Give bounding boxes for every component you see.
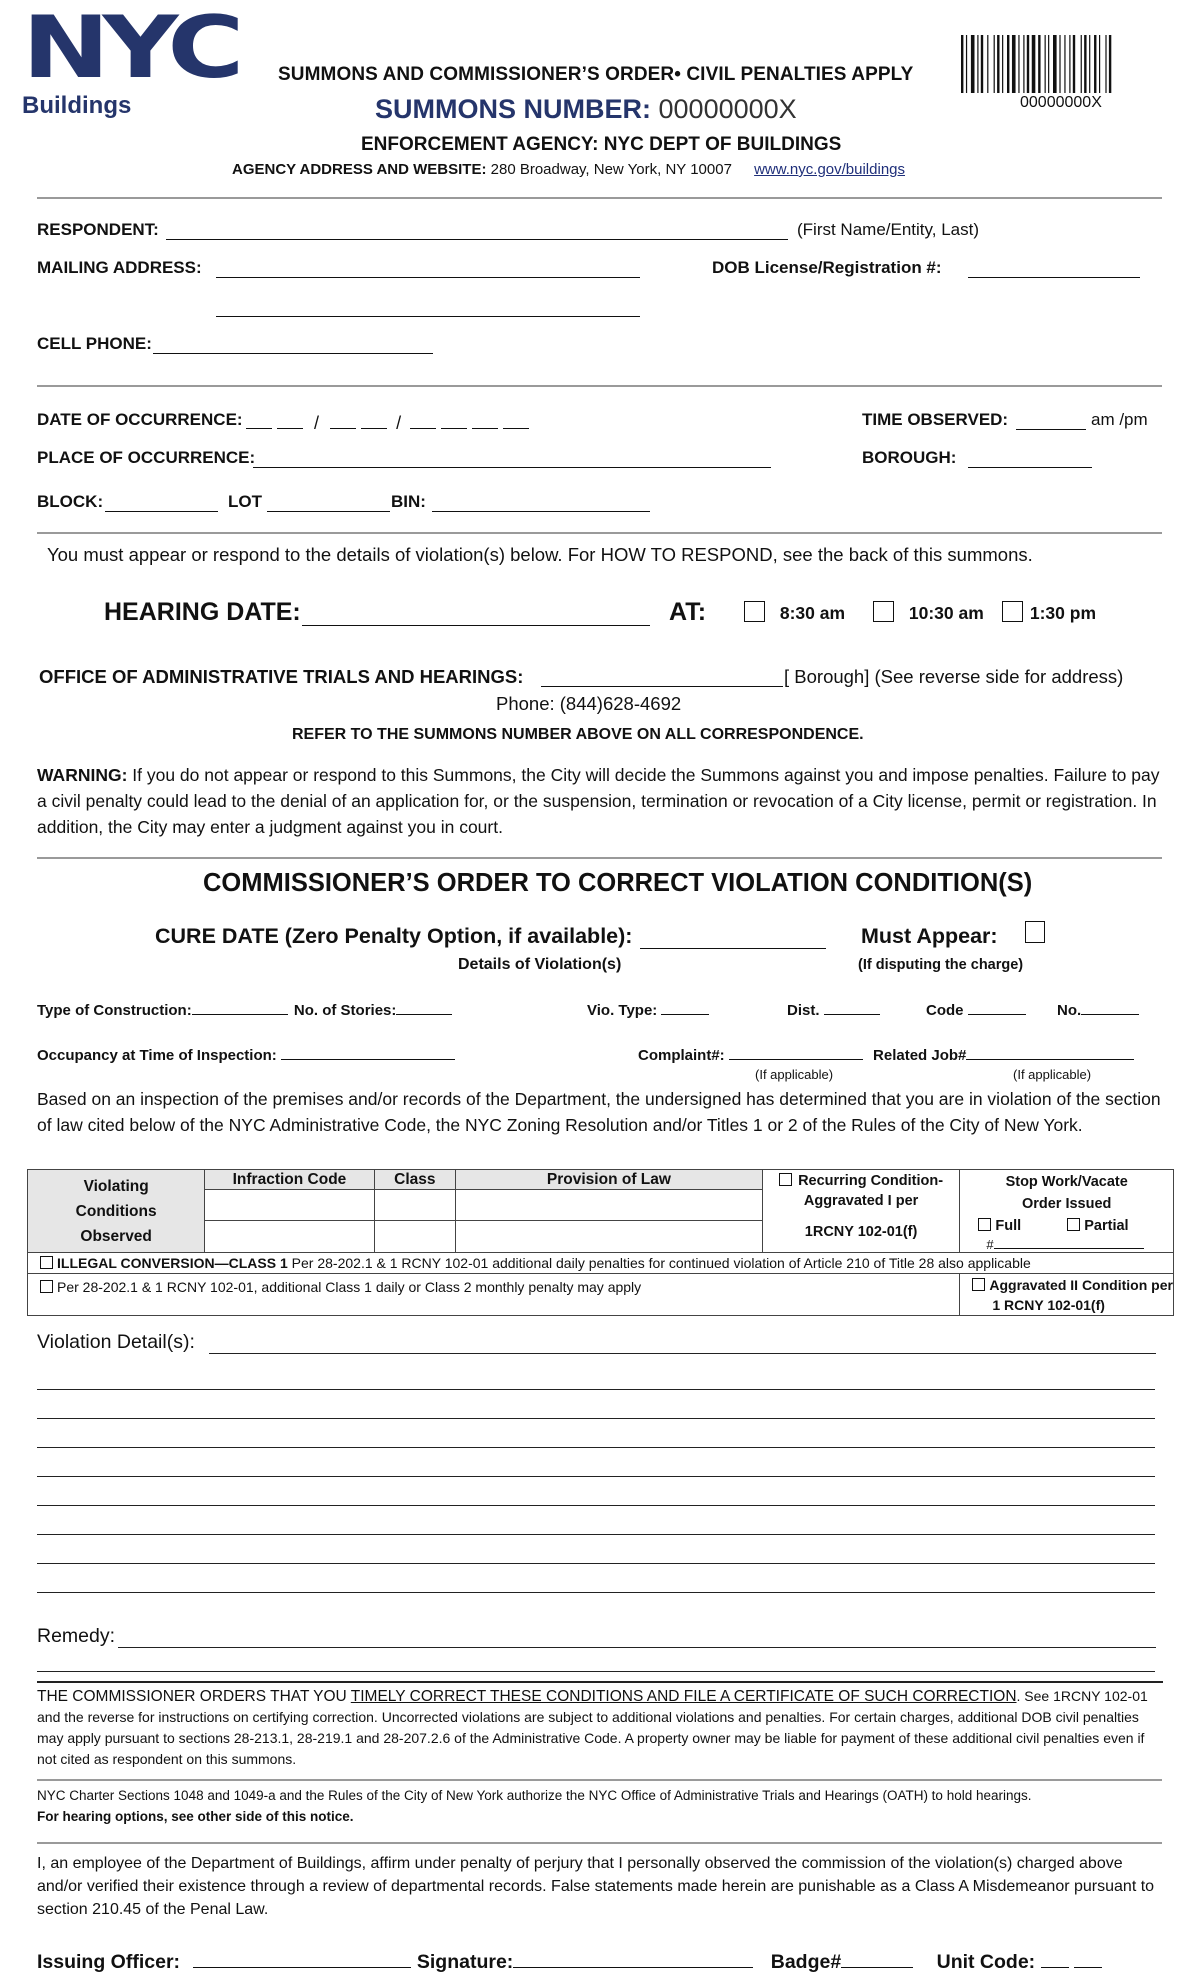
agency-address-label: AGENCY ADDRESS AND WEBSITE:	[232, 161, 487, 178]
badge-label: Badge#	[770, 1951, 842, 1973]
bin-field[interactable]	[432, 493, 650, 517]
provision-cell[interactable]	[456, 1221, 763, 1253]
time-option-130[interactable]	[1002, 601, 1096, 624]
order-title: COMMISSIONER’S ORDER TO CORRECT VIOLATION CONDITION(S)	[203, 869, 1033, 897]
summons-number-label: SUMMONS NUMBER:	[375, 94, 651, 124]
time-option-1030[interactable]	[873, 601, 984, 624]
vio-type-row	[587, 1000, 709, 1019]
time-option-label: 8:30 am	[779, 603, 846, 623]
must-appear-label: Must Appear:	[861, 924, 998, 948]
violation-details-label: Violation Detail(s):	[37, 1331, 195, 1353]
complaint-if-applicable: (If applicable)	[755, 1067, 834, 1082]
complaint-label: Complaint#:	[638, 1047, 725, 1064]
license-field[interactable]	[968, 259, 1140, 283]
no-field[interactable]	[1081, 1000, 1139, 1015]
block-label: BLOCK:	[37, 492, 104, 511]
place-of-occurrence-label: PLACE OF OCCURRENCE:	[37, 448, 256, 467]
construction-label: Type of Construction:	[37, 1002, 192, 1019]
respondent-label: RESPONDENT:	[37, 220, 159, 239]
order-number-field[interactable]	[994, 1237, 1144, 1249]
violating-conditions-header: Violating Conditions Observed	[28, 1170, 205, 1253]
writing-line[interactable]	[37, 1534, 1155, 1535]
summons-number-value: 00000000X	[658, 94, 797, 124]
bin-label: BIN:	[391, 492, 426, 511]
agency-address-line	[232, 161, 905, 178]
am-pm-label: am /pm	[1091, 410, 1148, 429]
complaint-row	[638, 1045, 1134, 1064]
date-of-occurrence-label: DATE OF OCCURRENCE:	[37, 410, 243, 429]
at-label: AT:	[669, 598, 707, 626]
related-job-label: Related Job#	[873, 1047, 967, 1064]
barcode	[960, 35, 1157, 93]
lot-label: LOT	[228, 492, 262, 511]
occupancy-label: Occupancy at Time of Inspection:	[37, 1047, 277, 1064]
dist-field[interactable]	[824, 1000, 880, 1015]
logo-buildings-text: Buildings	[22, 92, 132, 119]
writing-line[interactable]	[37, 1418, 1155, 1419]
agency-website-link[interactable]: www.nyc.gov/buildings	[754, 161, 906, 178]
class-header: Class	[374, 1170, 456, 1190]
no-row	[1057, 1000, 1139, 1019]
writing-line[interactable]	[37, 1389, 1155, 1390]
oath-suffix: [ Borough] (See reverse side for address)	[784, 666, 1124, 687]
writing-line[interactable]	[37, 1592, 1155, 1593]
oath-label: OFFICE OF ADMINISTRATIVE TRIALS AND HEARINGS:	[39, 666, 524, 687]
inspection-paragraph: Based on an inspection of the premises and/or records of the Department, the undersigned has determined that you are in violation of the section of law cited below of the NYC Administrative Code, the NYC Zoning Resolution and/or Titles 1 or 2 of the Rules of the City of New York.	[37, 1089, 1161, 1135]
cell-phone-field[interactable]	[153, 335, 433, 359]
class-cell[interactable]	[374, 1221, 456, 1253]
checkbox[interactable]	[1002, 601, 1023, 622]
checkbox[interactable]	[744, 601, 765, 622]
mailing-address-field-2[interactable]	[216, 298, 640, 322]
affirmation-paragraph: I, an employee of the Department of Buildings, affirm under penalty of perjury that I personally observed the commission of the violation(s) charged above and/or verified their existence through a review of departmental records. False statements made herein are punishable as a Class A Misdemeanor pursuant to section 210.45 of the Penal Law.	[37, 1855, 1155, 1918]
appear-instruction: You must appear or respond to the details of violation(s) below. For HOW TO RESPOND, see the back of this summons.	[47, 544, 1033, 565]
warning-paragraph	[37, 762, 1162, 840]
time-option-label: 10:30 am	[908, 603, 984, 623]
hearing-options-note: For hearing options, see other side of this notice.	[37, 1809, 354, 1824]
form-title: SUMMONS AND COMMISSIONER’S ORDER• CIVIL PENALTIES APPLY	[278, 64, 914, 85]
infraction-cell[interactable]	[205, 1221, 374, 1253]
vio-type-field[interactable]	[661, 1000, 709, 1015]
date-of-occurrence-field[interactable]: / /	[246, 410, 529, 434]
code-label: Code	[926, 1002, 964, 1019]
must-appear-checkbox[interactable]	[1025, 921, 1045, 945]
hearing-date-label: HEARING DATE:	[104, 598, 301, 626]
borough-field[interactable]	[968, 449, 1092, 473]
additional-penalty-row[interactable]: Per 28-202.1 & 1 RCNY 102-01, additional Class 1 daily or Class 2 monthly penalty may apply	[28, 1274, 960, 1316]
remedy-first-line[interactable]	[118, 1647, 1156, 1648]
stories-field[interactable]	[396, 1000, 452, 1015]
dist-row	[787, 1000, 880, 1019]
divider	[37, 857, 1162, 859]
unit-code-field[interactable]	[1041, 1951, 1069, 1968]
cure-date-label: CURE DATE (Zero Penalty Option, if available):	[155, 924, 633, 948]
aggravated2-cell[interactable]: Aggravated II Condition per 1 RCNY 102-01(f)	[960, 1274, 1174, 1316]
oath-phone: Phone: (844)628-4692	[496, 693, 682, 714]
cell-phone-label: CELL PHONE:	[37, 334, 152, 353]
recurring-cell: Recurring Condition- Aggravated I per 1RCNY 102-01(f)	[762, 1170, 960, 1253]
writing-line[interactable]	[37, 1563, 1155, 1564]
summons-number-line	[375, 94, 797, 125]
must-appear-hint: (If disputing the charge)	[858, 957, 1024, 973]
checkbox[interactable]	[40, 1256, 53, 1269]
occupancy-row	[37, 1045, 455, 1064]
time-observed-label: TIME OBSERVED:	[862, 410, 1009, 429]
unit-code-field[interactable]	[1074, 1951, 1102, 1968]
illegal-conversion-row[interactable]: ILLEGAL CONVERSION—CLASS 1 Per 28-202.1 & 1 RCNY 102-01 additional daily penalties for continued violation of Article 210 of Title 28 also applicable	[28, 1253, 1174, 1274]
provision-cell[interactable]	[456, 1190, 763, 1221]
partial-option[interactable]: Partial	[1067, 1218, 1128, 1234]
class-cell[interactable]	[374, 1190, 456, 1221]
divider	[37, 1842, 1162, 1844]
borough-label: BOROUGH:	[862, 448, 957, 467]
no-label: No.	[1057, 1002, 1082, 1019]
remedy-label: Remedy:	[37, 1625, 116, 1647]
remedy-line[interactable]	[37, 1671, 1155, 1672]
dist-label: Dist.	[787, 1002, 820, 1019]
construction-row	[37, 1000, 452, 1019]
cure-date-field[interactable]	[640, 928, 826, 954]
writing-line[interactable]	[37, 1505, 1155, 1506]
checkbox[interactable]	[873, 601, 894, 622]
badge-field[interactable]	[841, 1951, 913, 1968]
signature-label: Signature:	[416, 1951, 514, 1973]
violation-details-first-line[interactable]	[209, 1353, 1156, 1354]
occupancy-field[interactable]	[281, 1045, 455, 1060]
divider	[37, 197, 1162, 199]
agency-address: 280 Broadway, New York, NY 10007	[490, 161, 732, 178]
construction-field[interactable]	[192, 1000, 288, 1015]
mailing-address-field[interactable]	[216, 259, 640, 283]
related-if-applicable: (If applicable)	[1013, 1067, 1092, 1082]
time-option-label: 1:30 pm	[1029, 603, 1097, 623]
unit-code-label: Unit Code:	[936, 1951, 1036, 1973]
warning-text: If you do not appear or respond to this Summons, the City will decide the Summons against you and impose penalties. Failure to pay a civil penalty could lead to the denial of an application for, or the suspension, termination or revocation of a City license, permit or registration. In addition, the City may enter a judgment against you in court.	[37, 765, 1160, 837]
violation-table	[27, 1169, 1174, 1316]
respondent-hint: (First Name/Entity, Last)	[797, 220, 979, 239]
divider	[37, 1779, 1162, 1781]
mailing-address-label: MAILING ADDRESS:	[37, 258, 202, 277]
complaint-field[interactable]	[729, 1045, 863, 1060]
stories-label: No. of Stories:	[293, 1002, 397, 1019]
divider	[37, 385, 1162, 387]
time-option-830[interactable]	[744, 601, 845, 624]
time-observed-field[interactable]	[1016, 411, 1086, 435]
issuing-officer-field[interactable]	[193, 1951, 411, 1968]
infraction-code-header: Infraction Code	[205, 1170, 374, 1190]
recurring-option[interactable]: Recurring Condition-	[763, 1171, 960, 1191]
code-field[interactable]	[968, 1000, 1026, 1015]
writing-line[interactable]	[37, 1476, 1155, 1477]
block-field[interactable]	[105, 493, 218, 517]
nyc-logo	[22, 0, 238, 124]
logo-nyc-text: NYC	[22, 0, 238, 98]
barcode-number: 00000000X	[1020, 94, 1102, 111]
checkbox[interactable]	[972, 1278, 985, 1291]
infraction-cell[interactable]	[205, 1190, 374, 1221]
hearing-date-field[interactable]	[302, 603, 650, 631]
signature-row	[37, 1951, 1102, 1974]
issuing-officer-label: Issuing Officer:	[37, 1951, 181, 1973]
enforcement-agency: ENFORCEMENT AGENCY: NYC DEPT OF BUILDINGS	[361, 134, 842, 155]
related-job-field[interactable]	[966, 1045, 1134, 1060]
signature-field[interactable]	[513, 1951, 753, 1968]
divider	[37, 532, 1162, 534]
lot-field[interactable]	[267, 493, 390, 517]
charter-text: NYC Charter Sections 1048 and 1049-a and the Rules of the City of New York authorize the NYC Office of Administrative Trials and Hearings (OATH) to hold hearings.	[37, 1788, 1032, 1803]
provision-header: Provision of Law	[456, 1170, 763, 1190]
details-of-violations-label: Details of Violation(s)	[458, 956, 622, 973]
warning-label: WARNING:	[37, 765, 128, 785]
commissioner-orders-paragraph: THE COMMISSIONER ORDERS THAT YOU TIMELY CORRECT THESE CONDITIONS AND FILE A CERTIFICATE OF SUCH CORRECTION. See 1RCNY 102-01 and the reverse for instructions on certifying correction. Uncorrected violations are subject to additional violations and penalties. For certain charges, additional DOB civil penalties may apply pursuant to sections 28-213.1, 28-219.1 and 28-207.2.6 of the Administrative Code. A property owner may be liable for payment of these additional civil penalties even if not cited as respondent on this summons.	[37, 1688, 1148, 1767]
divider	[37, 1681, 1163, 1683]
license-label: DOB License/Registration #:	[712, 258, 942, 277]
code-row	[926, 1000, 1026, 1019]
vio-type-label: Vio. Type:	[587, 1002, 658, 1019]
respondent-field[interactable]	[166, 221, 788, 245]
checkbox[interactable]	[40, 1280, 53, 1293]
refer-notice: REFER TO THE SUMMONS NUMBER ABOVE ON ALL CORRESPONDENCE.	[292, 726, 864, 743]
oath-borough-field[interactable]	[541, 668, 783, 692]
writing-line[interactable]	[37, 1447, 1155, 1448]
full-option[interactable]: Full	[978, 1218, 1021, 1234]
stop-work-cell: Stop Work/Vacate Order Issued Full Partial #	[960, 1170, 1174, 1253]
place-of-occurrence-field[interactable]	[253, 449, 771, 473]
